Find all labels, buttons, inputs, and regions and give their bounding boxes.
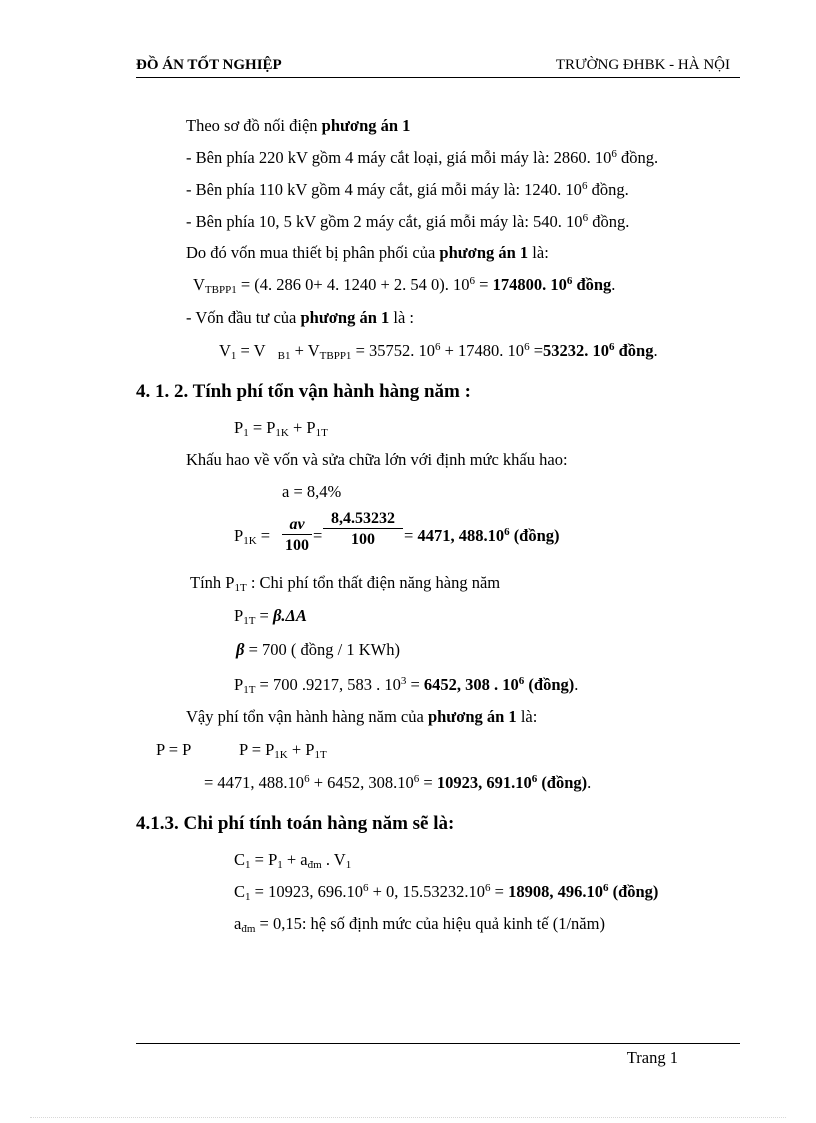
beta-value: β = 700 ( đồng / 1 KWh)	[236, 640, 400, 659]
page-bottom-border	[30, 1117, 786, 1118]
section-heading-4-1-2: 4. 1. 2. Tính phí tổn vận hành hàng năm :	[136, 381, 471, 402]
header-left: ĐỒ ÁN TỐT NGHIỆP	[136, 57, 282, 73]
page-number: Trang 1	[626, 1048, 678, 1067]
header-right: TRƯỜNG ĐHBK - HÀ NỘI	[555, 57, 730, 73]
investment-formula: $V_1 = V$ $_{B1} + V_{TBPP1} = 35752$. $10^6 + 17480$. $10^6 =53232$. $10^6$ đồng.	[219, 341, 658, 362]
breaker-110kv: - Bên phía 110 kV gồm 4 máy cắt, giá mỗi máy là: 1240. $10^6$ đồng.	[186, 180, 629, 199]
equipment-capital-formula: $V_{TBPP1} = (4$. 286 0+ 4. 1240 + 2. 54 0). $10^6 = 174800$. $10^6$ đồng.	[193, 275, 616, 296]
p1t-description: Tính $P_{1T}$ : Chi phí tổn thất điện năng hàng năm	[190, 573, 501, 594]
intro-line: Theo sơ đồ nối điện phương án 1	[186, 116, 411, 135]
efficiency-coefficient: $a_{đm} = 0,15$: hệ số định mức của hiệu quả kinh tế (1/năm)	[234, 914, 605, 935]
depreciation-text: Khấu hao về vốn và sửa chữa lớn với định mức khấu hao:	[186, 450, 568, 469]
opcost-formula: $P_1 = P_{1K} + P_{1T}$	[234, 418, 328, 439]
p-sum-result: = 4471, $488.10^6 + 6452$, $308.10^6 = 10923$, 691.10$^6$ (đồng).	[204, 773, 592, 792]
section-heading-4-1-3: 4.1.3. Chi phí tính toán hàng năm sẽ là:	[136, 813, 455, 834]
p-sum-formula: $P = P_{1K} + P_{1T}$	[239, 740, 327, 761]
breaker-220kv: - Bên phía 220 kV gồm 4 máy cắt loại, giá mỗi máy là: 2860. $10^6$ đồng.	[186, 148, 659, 167]
p-equals-p: P = P	[156, 740, 192, 759]
depreciation-rate: a = 8,4%	[282, 482, 342, 501]
p1k-label: $P_{1K}$ =	[234, 526, 271, 547]
annual-cost-result: $C_1 = 10923$, $696.10^6 + 0$, $15.53232.10^6 = 18908$, 496.10$^6$ (đồng)	[234, 882, 659, 903]
p1t-result: $P_{1T} = 700$ .9217, 583 . $10^3 = 6452$, 308 . $10^6$ (đồng).	[234, 675, 579, 696]
fraction-equals: =	[313, 526, 323, 545]
fraction-value-over-100: $\frac{8,4.53232}{100}$	[323, 510, 403, 549]
footer-rule	[136, 1043, 740, 1044]
p1t-formula: $P_{1T} = \beta.\Delta A$	[234, 606, 307, 627]
p1k-result: = 4471, 488.10$^6$ (đồng)	[404, 526, 560, 545]
breaker-10kv: - Bên phía 10, 5 kV gồm 2 máy cắt, giá mỗi máy là: 540. $10^6$ đồng.	[186, 212, 630, 231]
fraction-av-over-100: $\frac{av}{100}$	[282, 516, 312, 555]
capital-intro: Do đó vốn mua thiết bị phân phối của phương án 1 là:	[186, 243, 549, 262]
annual-cost-formula: $C_1 = P_1 + a_{đm}$ . $V_1$	[234, 850, 352, 871]
header-rule	[136, 77, 740, 78]
investment-intro: - Vốn đầu tư của phương án 1 là :	[186, 308, 414, 327]
annual-opcost-intro: Vậy phí tổn vận hành hàng năm của phương án 1 là:	[186, 707, 538, 726]
